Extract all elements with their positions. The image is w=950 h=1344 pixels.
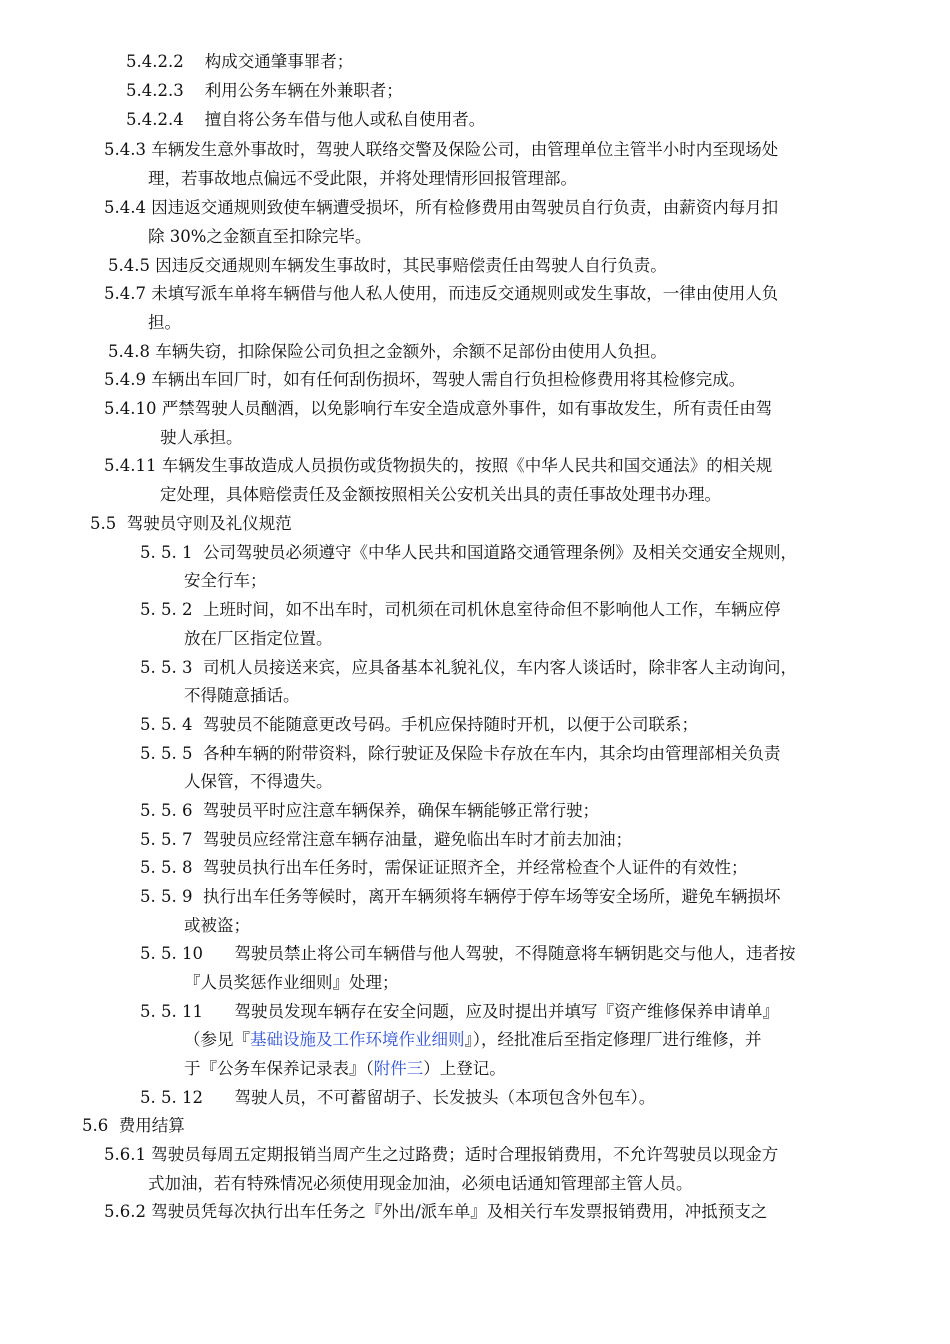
clause-5-5-12 — [140, 1084, 655, 1112]
clause-5-6-1-cont: 式加油，若有特殊情况必须使用现金加油，必须电话通知管理部主管人员。 — [148, 1174, 693, 1193]
clause-text: （参见『 — [184, 1030, 250, 1049]
clause-number: 5. 5. 3 — [140, 658, 193, 677]
section-title: 驾驶员守则及礼仪规范 — [126, 514, 292, 533]
clause-5-4-3 — [104, 136, 778, 164]
clause-number: 5. 5. 8 — [140, 858, 193, 877]
clause-5-4-2-2 — [126, 48, 353, 76]
clause-5-5-5-cont: 人保管，不得遗失。 — [184, 772, 333, 791]
clause-number: 5.6.1 — [104, 1145, 146, 1164]
clause-text: 司机人员接送来宾，应具备基本礼貌礼仪，车内客人谈话时，除非客人主动询问， — [202, 658, 797, 677]
clause-5-4-4 — [104, 194, 778, 222]
clause-5-4-10-cont: 驶人承担。 — [160, 428, 243, 447]
clause-5-5-10 — [140, 940, 795, 968]
clause-text: 驾驶员发现车辆存在安全问题，应及时提出并填写『资产维修保养申请单』 — [234, 1002, 779, 1021]
clause-number: 5.4.2.3 — [126, 81, 184, 100]
clause-text: 未填写派车单将车辆借与他人私人使用，而违反交通规则或发生事故，一律由使用人负 — [151, 284, 779, 303]
clause-number: 5. 5. 5 — [140, 744, 193, 763]
clause-5-4-5 — [108, 252, 667, 280]
clause-text: 擅自将公务车借与他人或私自使用者。 — [204, 110, 486, 129]
clause-number: 5. 5. 11 — [140, 1002, 203, 1021]
clause-5-4-7-cont: 担。 — [148, 313, 181, 332]
clause-text: 驾驶员凭每次执行出车任务之『外出/派车单』及相关行车发票报销费用，冲抵预支之 — [151, 1202, 768, 1221]
clause-number: 5.4.2.2 — [126, 52, 184, 71]
clause-text: 车辆发生事故造成人员损伤或货物损失的，按照《中华人民共和国交通法》的相关规 — [161, 456, 773, 475]
clause-text: 利用公务车辆在外兼职者； — [204, 81, 403, 100]
clause-5-4-11 — [104, 452, 772, 480]
clause-number: 5.4.4 — [104, 198, 146, 217]
clause-5-4-7 — [104, 280, 778, 308]
clause-number: 5.4.7 — [104, 284, 146, 303]
clause-5-5-3 — [140, 654, 797, 682]
section-number: 5.6 — [82, 1116, 109, 1135]
section-heading-5-5 — [90, 510, 292, 538]
clause-5-4-2-4 — [126, 106, 485, 134]
clause-text: 上班时间，如不出车时，司机须在司机休息室待命但不影响他人工作，车辆应停 — [202, 600, 781, 619]
clause-number: 5.4.8 — [108, 342, 150, 361]
clause-5-4-8 — [108, 338, 667, 366]
clause-number: 5.4.11 — [104, 456, 157, 475]
clause-text: 各种车辆的附带资料，除行驶证及保险卡存放在车内，其余均由管理部相关负责 — [202, 744, 781, 763]
clause-5-5-5 — [140, 740, 780, 768]
clause-text: 驾驶员平时应注意车辆保养，确保车辆能够正常行驶； — [202, 801, 599, 820]
clause-5-5-1 — [140, 539, 797, 567]
clause-5-5-9 — [140, 883, 780, 911]
clause-5-5-8 — [140, 854, 747, 882]
clause-5-5-3-cont: 不得随意插话。 — [184, 686, 300, 705]
clause-text: 执行出车任务等候时，离开车辆须将车辆停于停车场等安全场所，避免车辆损坏 — [202, 887, 781, 906]
clause-5-5-2-cont: 放在厂区指定位置。 — [184, 629, 333, 648]
clause-text: ）上登记。 — [423, 1059, 506, 1078]
clause-text: 因违反交通规则车辆发生事故时，其民事赔偿责任由驾驶人自行负责。 — [155, 256, 667, 275]
clause-number: 5.4.3 — [104, 140, 146, 159]
clause-text: 车辆出车回厂时，如有任何刮伤损坏，驾驶人需自行负担检修费用将其检修完成。 — [151, 370, 746, 389]
clause-text: 构成交通肇事罪者； — [204, 52, 354, 71]
clause-5-6-1 — [104, 1141, 778, 1169]
section-heading-5-6 — [82, 1112, 185, 1140]
section-title: 费用结算 — [118, 1116, 185, 1135]
clause-text: 严禁驾驶人员酗酒，以免影响行车安全造成意外事件，如有事故发生，所有责任由驾 — [161, 399, 773, 418]
clause-number: 5. 5. 6 — [140, 801, 193, 820]
clause-number: 5.4.5 — [108, 256, 150, 275]
clause-5-5-9-cont: 或被盗； — [184, 916, 250, 935]
clause-5-5-2 — [140, 596, 780, 624]
clause-5-4-10 — [104, 395, 772, 423]
clause-number: 5.4.10 — [104, 399, 157, 418]
clause-5-4-2-3 — [126, 77, 403, 105]
clause-5-5-11-cont2 — [184, 1055, 506, 1083]
clause-text: 』），经批准后至指定修理厂进行维修，并 — [464, 1030, 762, 1049]
clause-5-4-11-cont: 定处理，具体赔偿责任及金额按照相关公安机关出具的责任事故处理书办理。 — [160, 485, 721, 504]
section-number: 5.5 — [90, 514, 117, 533]
clause-5-6-2 — [104, 1198, 767, 1226]
clause-5-4-3-cont: 理，若事故地点偏远不受此限，并将处理情形回报管理部。 — [148, 169, 577, 188]
clause-text: 车辆失窃，扣除保险公司负担之金额外，余额不足部份由使用人负担。 — [155, 342, 667, 361]
clause-text: 公司驾驶员必须遵守《中华人民共和国道路交通管理条例》及相关交通安全规则， — [202, 543, 797, 562]
clause-text: 驾驶人员，不可蓄留胡子、长发披头（本项包含外包车）。 — [234, 1088, 656, 1107]
clause-5-4-4-cont: 除 30%之金额直至扣除完毕。 — [148, 227, 372, 246]
clause-number: 5. 5. 9 — [140, 887, 193, 906]
clause-text: 于『公务车保养记录表』（ — [184, 1059, 374, 1078]
clause-number: 5. 5. 10 — [140, 944, 203, 963]
clause-number: 5. 5. 12 — [140, 1088, 203, 1107]
clause-number: 5. 5. 4 — [140, 715, 193, 734]
clause-5-5-6 — [140, 797, 599, 825]
link-attachment-three[interactable]: 附件三 — [373, 1059, 424, 1078]
clause-5-5-11 — [140, 998, 779, 1026]
clause-5-5-10-cont: 『人员奖惩作业细则』处理； — [184, 973, 399, 992]
clause-text: 驾驶员每周五定期报销当周产生之过路费；适时合理报销费用，不允许驾驶员以现金方 — [151, 1145, 779, 1164]
clause-text: 驾驶员不能随意更改号码。手机应保持随时开机，以便于公司联系； — [202, 715, 698, 734]
clause-number: 5.4.9 — [104, 370, 146, 389]
link-infrastructure-rules[interactable]: 基础设施及工作环境作业细则 — [250, 1030, 465, 1049]
clause-number: 5.6.2 — [104, 1202, 146, 1221]
clause-text: 驾驶员执行出车任务时，需保证证照齐全，并经常检查个人证件的有效性； — [202, 858, 748, 877]
clause-text: 驾驶员应经常注意车辆存油量，避免临出车时才前去加油； — [202, 830, 632, 849]
clause-5-4-9 — [104, 366, 745, 394]
clause-5-5-11-cont — [184, 1026, 762, 1054]
clause-number: 5.4.2.4 — [126, 110, 184, 129]
clause-text: 驾驶员禁止将公司车辆借与他人驾驶，不得随意将车辆钥匙交与他人，违者按 — [234, 944, 796, 963]
clause-number: 5. 5. 7 — [140, 830, 193, 849]
clause-number: 5. 5. 1 — [140, 543, 193, 562]
clause-5-5-1-cont: 安全行车； — [184, 571, 267, 590]
clause-text: 车辆发生意外事故时，驾驶人联络交警及保险公司，由管理单位主管半小时内至现场处 — [151, 140, 779, 159]
clause-5-5-4 — [140, 711, 698, 739]
clause-5-5-7 — [140, 826, 632, 854]
clause-number: 5. 5. 2 — [140, 600, 193, 619]
clause-text: 因违返交通规则致使车辆遭受损坏，所有检修费用由驾驶员自行负责，由薪资内每月扣 — [151, 198, 779, 217]
